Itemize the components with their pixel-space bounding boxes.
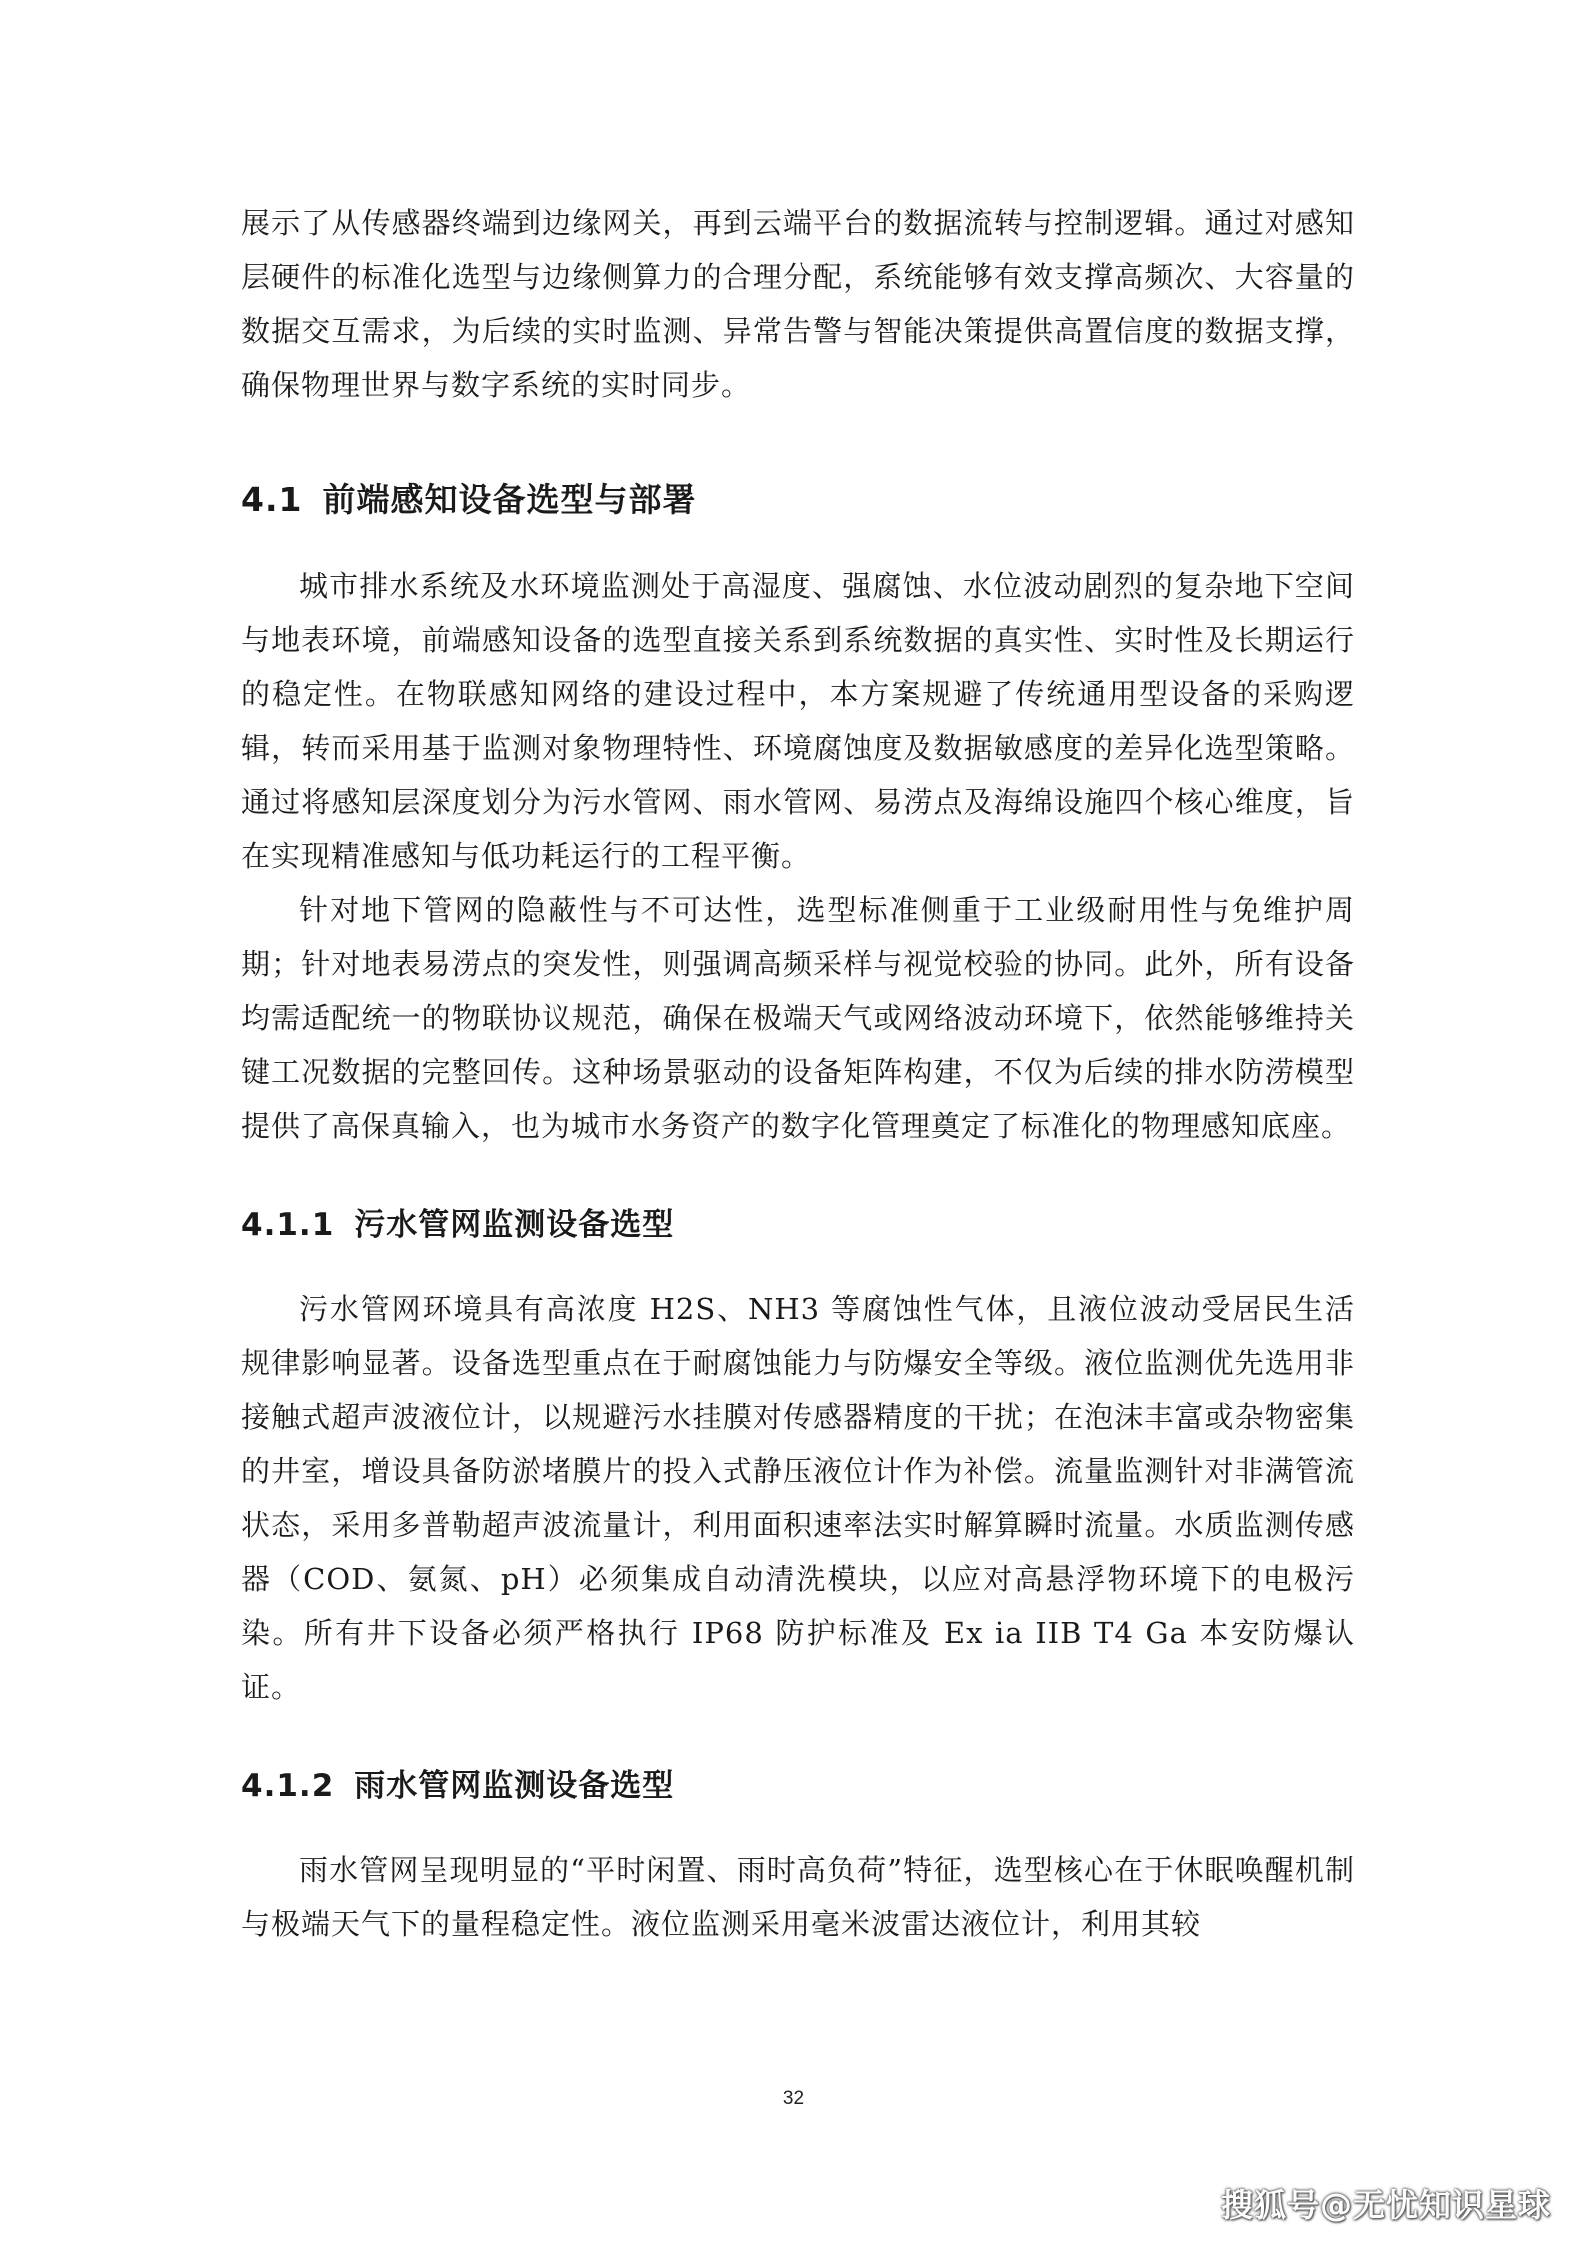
paragraph: 城市排水系统及水环境监测处于高湿度、强腐蚀、水位波动剧烈的复杂地下空间与地表环境，前端感知设备的选型直接关系到系统数据的真实性、实时性及长期运行的稳定性。在物联感知网络的建设过程中，本方案规避了传统通用型设备的采购逻辑，转而采用基于监测对象物理特性、环境腐蚀度及数据敏感度的差异化选型策略。通过将感知层深度划分为污水管网、雨水管网、易涝点及海绵设施四个核心维度，旨在实现精准感知与低功耗运行的工程平衡。 (241, 569, 1355, 873)
subsection-number: 4.1.2 (241, 1768, 335, 1804)
paragraph: 雨水管网呈现明显的“平时闲置、雨时高负荷”特征，选型核心在于休眠唤醒机制与极端天气下的量程稳定性。液位监测采用毫米波雷达液位计，利用其较 (241, 1853, 1355, 1941)
watermark-text: 搜狐号@无忧知识星球 (1220, 2186, 1551, 2224)
intro-paragraph: 展示了从传感器终端到边缘网关，再到云端平台的数据流转与控制逻辑。通过对感知层硬件的标准化选型与边缘侧算力的合理分配，系统能够有效支撑高频次、大容量的数据交互需求，为后续的实时监测、异常告警与智能决策提供高置信度的数据支撑，确保物理世界与数字系统的实时同步。 (241, 206, 1355, 402)
subsection-heading-4-1-2 (241, 1760, 1355, 1805)
section-number: 4.1 (241, 480, 303, 519)
subsection-title: 污水管网监测设备选型 (354, 1207, 675, 1243)
paragraph: 污水管网环境具有高浓度 H2S、NH3 等腐蚀性气体，且液位波动受居民生活规律影响显著。设备选型重点在于耐腐蚀能力与防爆安全等级。液位监测优先选用非接触式超声波液位计，以规避污水挂膜对传感器精度的干扰；在泡沫丰富或杂物密集的井室，增设具备防淤堵膜片的投入式静压液位计作为补偿。流量监测针对非满管流状态，采用多普勒超声波流量计，利用面积速率法实时解算瞬时流量。水质监测传感器（COD、氨氮、pH）必须集成自动清洗模块，以应对高悬浮物环境下的电极污染。所有井下设备必须严格执行 IP68 防护标准及 Ex ia IIB T4 Ga 本安防爆认证。 (241, 1292, 1355, 1704)
subsection-number: 4.1.1 (241, 1207, 335, 1243)
subsection-title: 雨水管网监测设备选型 (354, 1768, 675, 1804)
page-number: 32 (782, 2088, 805, 2109)
section-heading-4-1 (241, 474, 1355, 521)
subsection-heading-4-1-1 (241, 1199, 1355, 1244)
section-title: 前端感知设备选型与部署 (322, 480, 697, 519)
paragraph: 针对地下管网的隐蔽性与不可达性，选型标准侧重于工业级耐用性与免维护周期；针对地表易涝点的突发性，则强调高频采样与视觉校验的协同。此外，所有设备均需适配统一的物联协议规范，确保在极端天气或网络波动环境下，依然能够维持关键工况数据的完整回传。这种场景驱动的设备矩阵构建，不仅为后续的排水防涝模型提供了高保真输入，也为城市水务资产的数字化管理奠定了标准化的物理感知底座。 (241, 893, 1355, 1143)
page-content (241, 196, 1355, 1951)
